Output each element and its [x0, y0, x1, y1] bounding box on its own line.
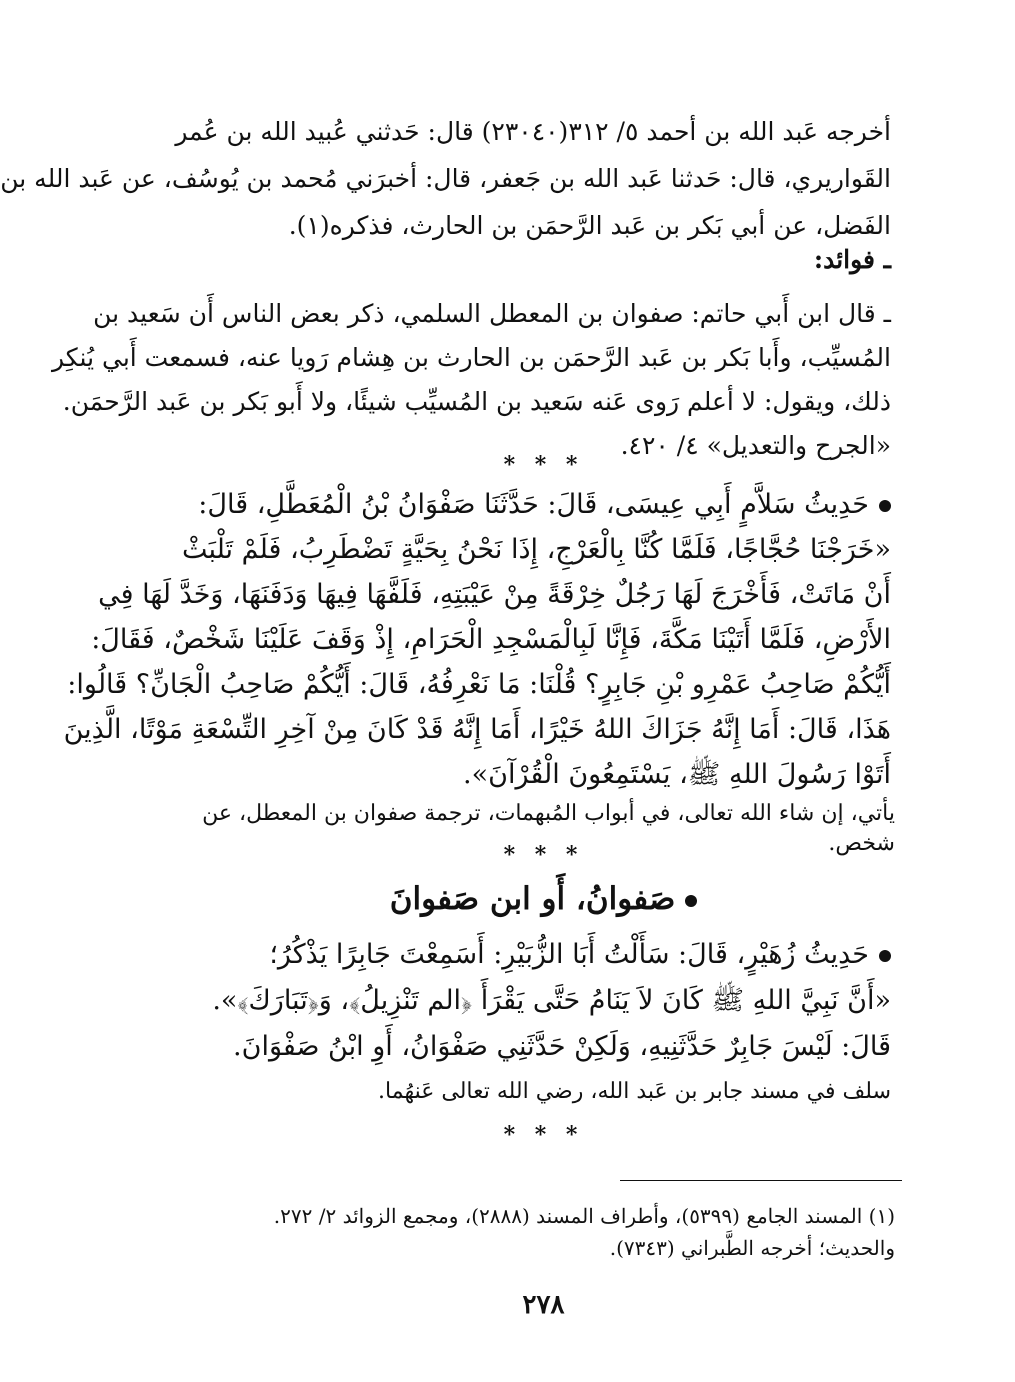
separator-stars: * * *: [503, 1122, 584, 1148]
text-line: «أَنَّ نَبِيَّ اللهِ ﷺ كَانَ لاَ يَنَامُ حَتَّى يَقْرَأَ ﴿الم تَنْزِيلُ﴾، وَ﴿تَبَارَكَ﴾».: [212, 985, 891, 1016]
text-line: الفَضل، عن أبي بَكر بن عَبد الرَّحمَن بن الحارث، فذكره(١).: [288, 211, 891, 240]
hadith-isnad: حَدِيثُ زُهَيْرٍ، قَالَ: سَأَلْتُ أَبَا الزُّبَيْرِ: أَسَمِعْتَ جَابِرًا يَذْكُرُ؛: [269, 939, 869, 970]
text-line: [150, 932, 891, 978]
text-line: ذلك، ويقول: لا أعلم رَوى عَنه سَعيد بن المُسيِّب شيئًا، ولا أَبو بَكر بن عَبد الرَّحمَن.: [62, 387, 891, 416]
text-line: «خَرَجْنَا حُجَّاجًا، فَلَمَّا كُنَّا بِالْعَرْجِ، إِذَا نَحْنُ بِحَيَّةٍ تَضْطَرِبُ، فَلَمْ تَلْبَثْ: [181, 534, 891, 565]
separator-stars: * * *: [503, 842, 584, 868]
footnote-divider: [620, 1180, 902, 1181]
text-line: أخرجه عَبد الله بن أحمد ٥/ ٣١٢(٢٣٠٤٠) قال: حَدثني عُبيد الله بن عُمر: [175, 117, 891, 146]
fawaid-paragraph: [51, 292, 891, 468]
hadith-zuhayr: [150, 932, 891, 1070]
bullet-icon: [879, 500, 891, 512]
hadith-isnad: حَدِيثُ سَلاَّمٍ أَبِي عِيسَى، قَالَ: حَدَّثَنَا صَفْوَانُ بْنُ الْمُعَطَّلِ، قَالَ:: [198, 489, 869, 520]
bullet-icon: [879, 950, 891, 962]
hadith-safwan: [63, 482, 891, 797]
footnote-line: والحديث؛ أخرجه الطَّبراني (٧٣٤٣).: [609, 1236, 895, 1260]
text-line: قَالَ: لَيْسَ جَابِرٌ حَدَّثَنِيهِ، وَلَكِنْ حَدَّثَنِي صَفْوَانُ، أَوِ ابْنُ صَفْوَانَ.: [233, 1031, 891, 1062]
text-line: ـ قال ابن أَبي حاتم: صفوان بن المعطل السلمي، ذكر بعض الناس أَن سَعيد بن: [93, 299, 891, 328]
text-line: الأَرْضِ، فَلَمَّا أَتَيْنَا مَكَّةَ، فَإِنَّا لَبِالْمَسْجِدِ الْحَرَامِ، إِذْ وَقَفَ عَلَيْنَا شَخْصٌ، فَقَالَ:: [91, 624, 891, 655]
text-line: هَذَا، قَالَ: أَمَا إِنَّهُ جَزَاكَ اللهُ خَيْرًا، أَمَا إِنَّهُ قَدْ كَانَ مِنْ آخِرِ التِّسْعَةِ مَوْتًا، الَّذِينَ: [63, 714, 891, 745]
text-line: أَيُّكُمْ صَاحِبُ عَمْرِو بْنِ جَابِرٍ؟ قُلْنَا: مَا نَعْرِفُهُ، قَالَ: أَيُّكُمْ صَاحِبُ الْجَانِّ؟ قَالُوا:: [67, 669, 891, 700]
footnotes: [152, 1200, 895, 1264]
cross-reference-note: سلف في مسند جابر بن عَبد الله، رضي الله تعالى عَنهُما.: [378, 1079, 891, 1104]
text-line: المُسيِّب، وأَبا بَكر بن عَبد الرَّحمَن بن الحارث بن هِشام رَويا عنه، فسمعت أَبي يُنكِر: [51, 343, 891, 372]
bullet-icon: [685, 895, 697, 907]
text-line: «الجرح والتعديل» ٤/ ٤٢٠.: [620, 431, 891, 460]
footnote-line: (١) المسند الجامع (٥٣٩٩)، وأطراف المسند (٢٨٨٨)، ومجمع الزوائد ٢/ ٢٧٢.: [273, 1204, 895, 1228]
separator-stars: * * *: [503, 452, 584, 478]
cross-reference-note: يأتي، إن شاء الله تعالى، في أبواب المُبهمات، ترجمة صفوان بن المعطل، عن شخص.: [202, 801, 895, 856]
fawaid-heading: ـ فوائد:: [813, 245, 891, 274]
text-line: أَتَوْا رَسُولَ اللهِ ﷺ، يَسْتَمِعُونَ الْقُرْآنَ».: [463, 759, 891, 790]
section-title: [72, 876, 1015, 922]
page-number: ٢٧٨: [522, 1290, 565, 1320]
text-line: أَنْ مَاتَتْ، فَأَخْرَجَ لَهَا رَجُلٌ خِرْقَةً مِنْ عَيْبَتِهِ، فَلَفَّهَا فِيهَا وَدَفَنَهَا، وَخَدَّ لَهَا فِي: [98, 579, 891, 610]
text-line: القَواريري، قال: حَدثنا عَبد الله بن جَعفر، قال: أخبرَني مُحمد بن يُوسُف، عن عَبد الله بن: [0, 164, 891, 193]
takhrij-paragraph: [0, 108, 891, 249]
text-line: [150, 482, 891, 527]
section-title-text: صَفوانُ، أَو ابن صَفوانَ: [389, 881, 676, 917]
